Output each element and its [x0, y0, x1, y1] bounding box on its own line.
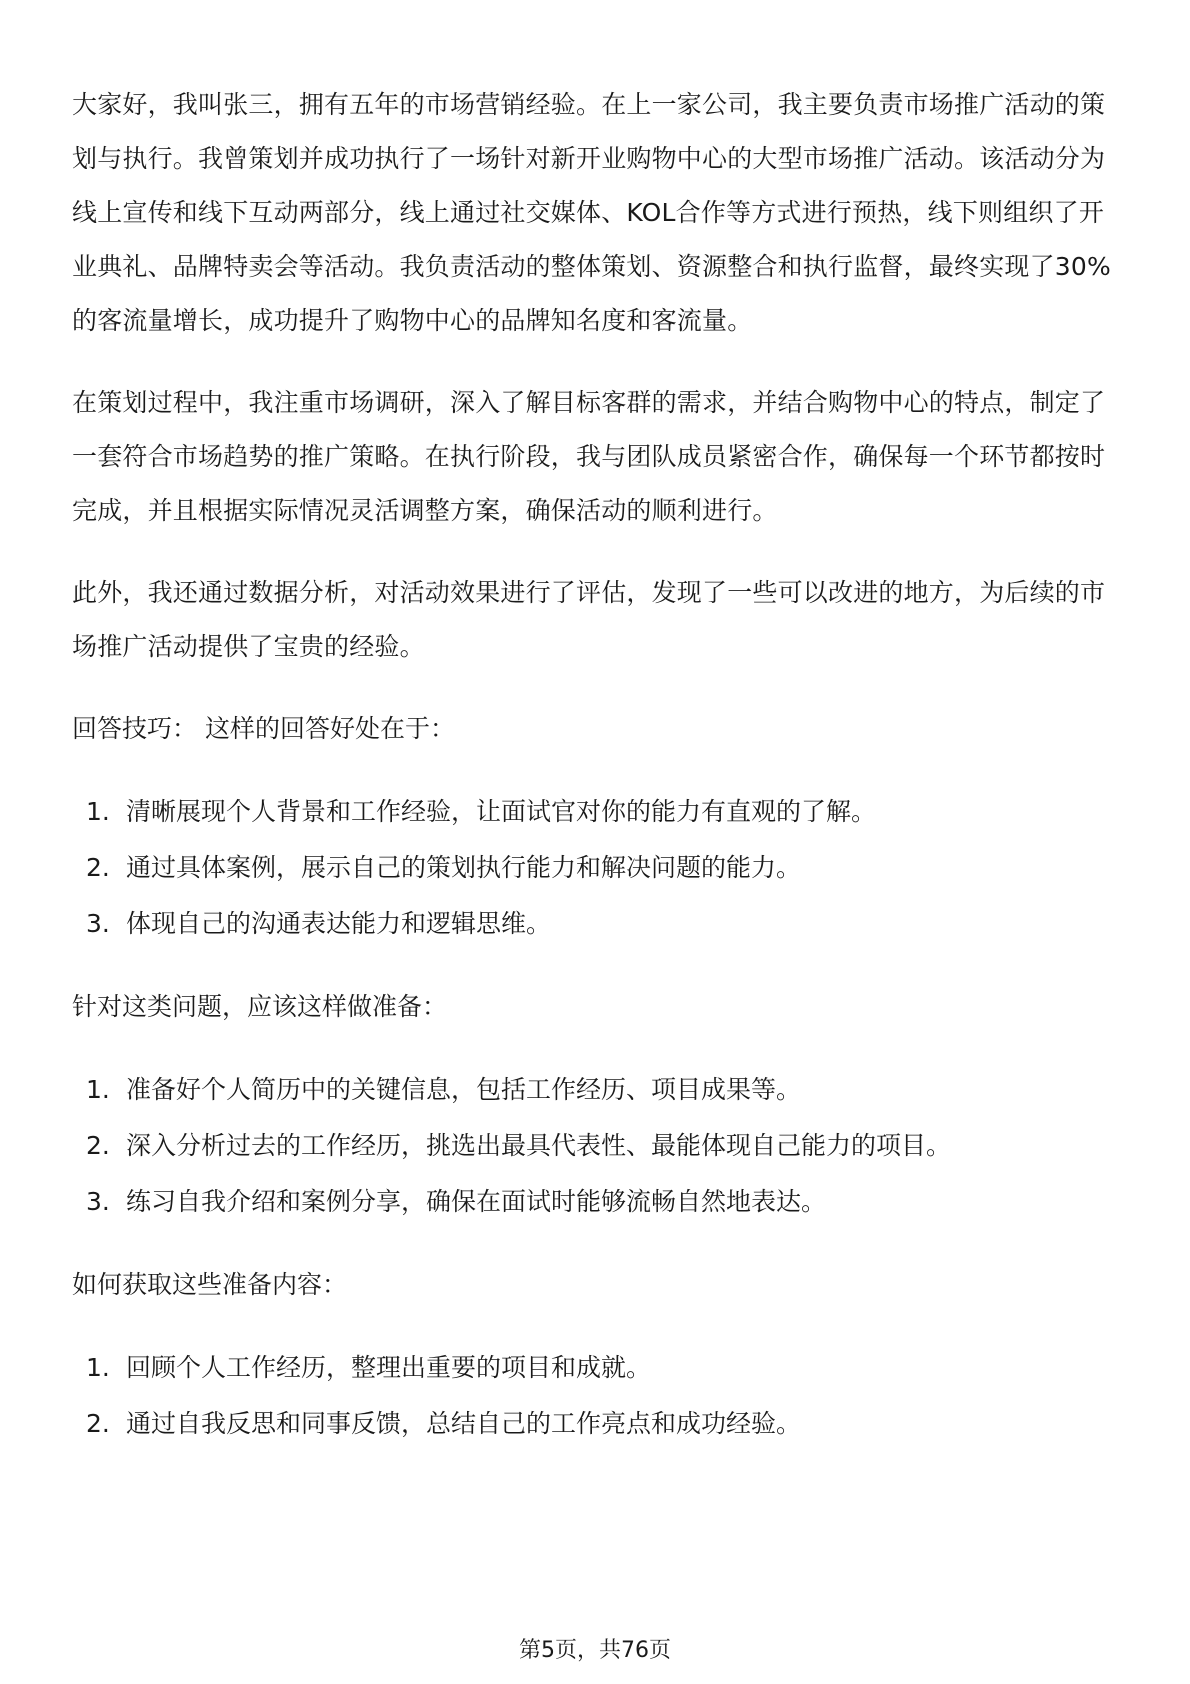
list-text: 深入分析过去的工作经历，挑选出最具代表性、最能体现自己能力的项目。 — [126, 1131, 952, 1160]
list-item — [72, 784, 1118, 840]
list-number: 2. — [86, 853, 110, 882]
list-number: 1. — [86, 1075, 110, 1104]
document-body — [72, 78, 1118, 1480]
list-number: 2. — [86, 1131, 110, 1160]
list-number: 1. — [86, 1353, 110, 1382]
tips-heading: 回答技巧： 这样的回答好处在于： — [72, 714, 455, 743]
list-item — [72, 1118, 1118, 1174]
list-text: 通过自我反思和同事反馈，总结自己的工作亮点和成功经验。 — [126, 1409, 802, 1438]
analysis-paragraph: 此外，我还通过数据分析，对活动效果进行了评估，发现了一些可以改进的地方，为后续的市场推广活动提供了宝贵的经验。 — [72, 578, 1106, 661]
list-item — [72, 1062, 1118, 1118]
list-number: 3. — [86, 909, 110, 938]
list-text: 体现自己的沟通表达能力和逻辑思维。 — [126, 909, 552, 938]
list-number: 3. — [86, 1187, 110, 1216]
list-text: 准备好个人简历中的关键信息，包括工作经历、项目成果等。 — [126, 1075, 802, 1104]
list-number: 1. — [86, 797, 110, 826]
intro-paragraph: 大家好，我叫张三，拥有五年的市场营销经验。在上一家公司，我主要负责市场推广活动的策划与执行。我曾策划并成功执行了一场针对新开业购物中心的大型市场推广活动。该活动分为线上宣传和线下互动两部分，线上通过社交媒体、KOL合作等方式进行预热，线下则组织了开业典礼、品牌特卖会等活动。我负责活动的整体策划、资源整合和执行监督，最终实现了30%的客流量增长，成功提升了购物中心的品牌知名度和客流量。 — [72, 90, 1111, 335]
list-item — [72, 840, 1118, 896]
list-item — [72, 1396, 1118, 1452]
list-number: 2. — [86, 1409, 110, 1438]
list-text: 清晰展现个人背景和工作经验，让面试官对你的能力有直观的了解。 — [126, 797, 877, 826]
obtain-list — [72, 1340, 1118, 1452]
list-text: 练习自我介绍和案例分享，确保在面试时能够流畅自然地表达。 — [126, 1187, 827, 1216]
obtain-heading: 如何获取这些准备内容： — [72, 1270, 348, 1299]
page-number: 第5页，共76页 — [519, 1638, 671, 1663]
planning-paragraph: 在策划过程中，我注重市场调研，深入了解目标客群的需求，并结合购物中心的特点，制定了一套符合市场趋势的推广策略。在执行阶段，我与团队成员紧密合作，确保每一个环节都按时完成，并且根据实际情况灵活调整方案，确保活动的顺利进行。 — [72, 388, 1106, 525]
prepare-heading: 针对这类问题，应该这样做准备： — [72, 992, 448, 1021]
list-text: 回顾个人工作经历，整理出重要的项目和成就。 — [126, 1353, 652, 1382]
list-item — [72, 896, 1118, 952]
list-item — [72, 1340, 1118, 1396]
list-item — [72, 1174, 1118, 1230]
prepare-list — [72, 1062, 1118, 1230]
list-text: 通过具体案例，展示自己的策划执行能力和解决问题的能力。 — [126, 853, 802, 882]
tips-list — [72, 784, 1118, 952]
